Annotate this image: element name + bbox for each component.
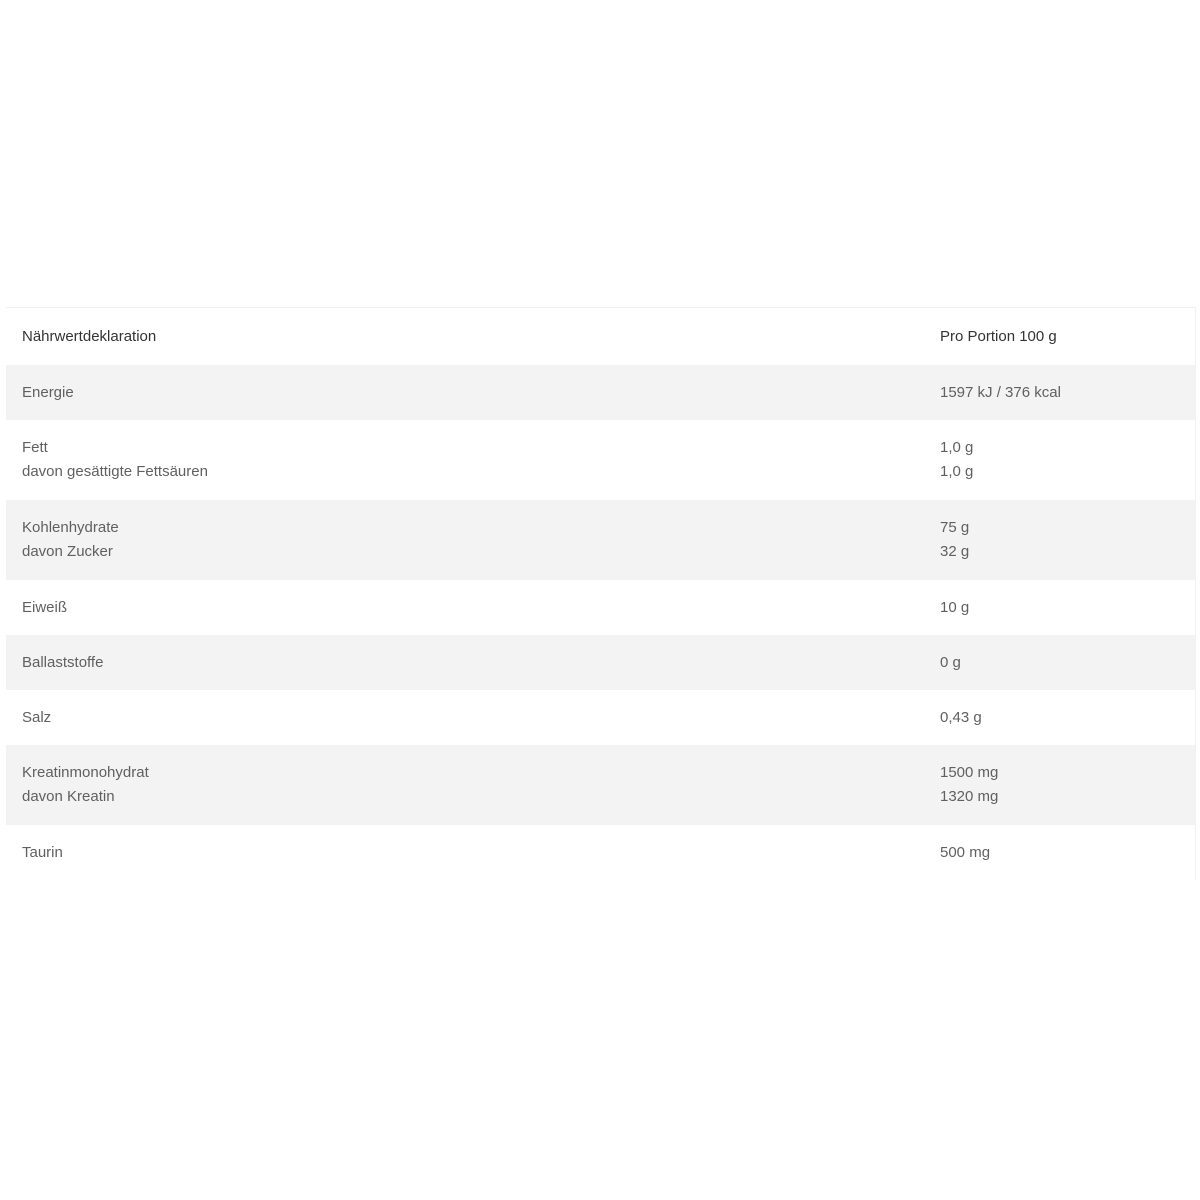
row-label-cell [6,690,940,745]
row-label: Salz [22,708,52,726]
row-subvalue: 32 g [940,543,970,560]
row-label-cell [6,500,940,580]
row-value-cell [940,825,1195,880]
row-value-cell [940,635,1195,690]
table-row [6,580,1195,635]
row-sublabel: davon Kreatin [22,788,115,805]
row-label: Kreatinmonohydrat [22,764,149,781]
table-row [6,500,1195,580]
row-label: Eiweiß [22,598,68,616]
header-label-cell [6,308,940,365]
row-label-cell [6,365,940,420]
table-row [6,825,1195,880]
table-row [6,690,1195,745]
table-row [6,420,1195,500]
nutrition-table [6,307,1196,880]
row-value-cell [940,420,1195,500]
row-value: 0 g [940,653,961,671]
row-label: Fett [22,439,48,456]
row-label-cell [6,420,940,500]
row-label: Taurin [22,843,63,861]
table-row [6,745,1195,825]
row-label-cell [6,825,940,880]
row-label: Kohlenhydrate [22,519,119,536]
table-row [6,635,1195,690]
row-value-cell [940,365,1195,420]
row-value-cell [940,580,1195,635]
row-value: 1500 mg [940,764,999,781]
row-value-cell [940,500,1195,580]
row-value: 0,43 g [940,708,982,726]
header-value: Pro Portion 100 g [940,327,1057,345]
row-sublabel: davon Zucker [22,543,113,560]
row-label: Ballaststoffe [22,653,104,671]
header-value-cell [940,308,1195,365]
header-label: Nährwertdeklaration [22,327,157,345]
row-value: 1,0 g [940,439,974,456]
row-value: 500 mg [940,843,991,861]
row-label-cell [6,635,940,690]
row-subvalue: 1,0 g [940,463,974,480]
row-subvalue: 1320 mg [940,788,999,805]
row-label: Energie [22,383,74,401]
row-sublabel: davon gesättigte Fettsäuren [22,463,208,480]
row-value-cell [940,745,1195,825]
table-row [6,365,1195,420]
row-value: 75 g [940,519,970,536]
row-label-cell [6,745,940,825]
row-label-cell [6,580,940,635]
row-value-cell [940,690,1195,745]
row-value: 10 g [940,598,970,616]
row-value: 1597 kJ / 376 kcal [940,383,1061,401]
table-header-row [6,308,1195,365]
